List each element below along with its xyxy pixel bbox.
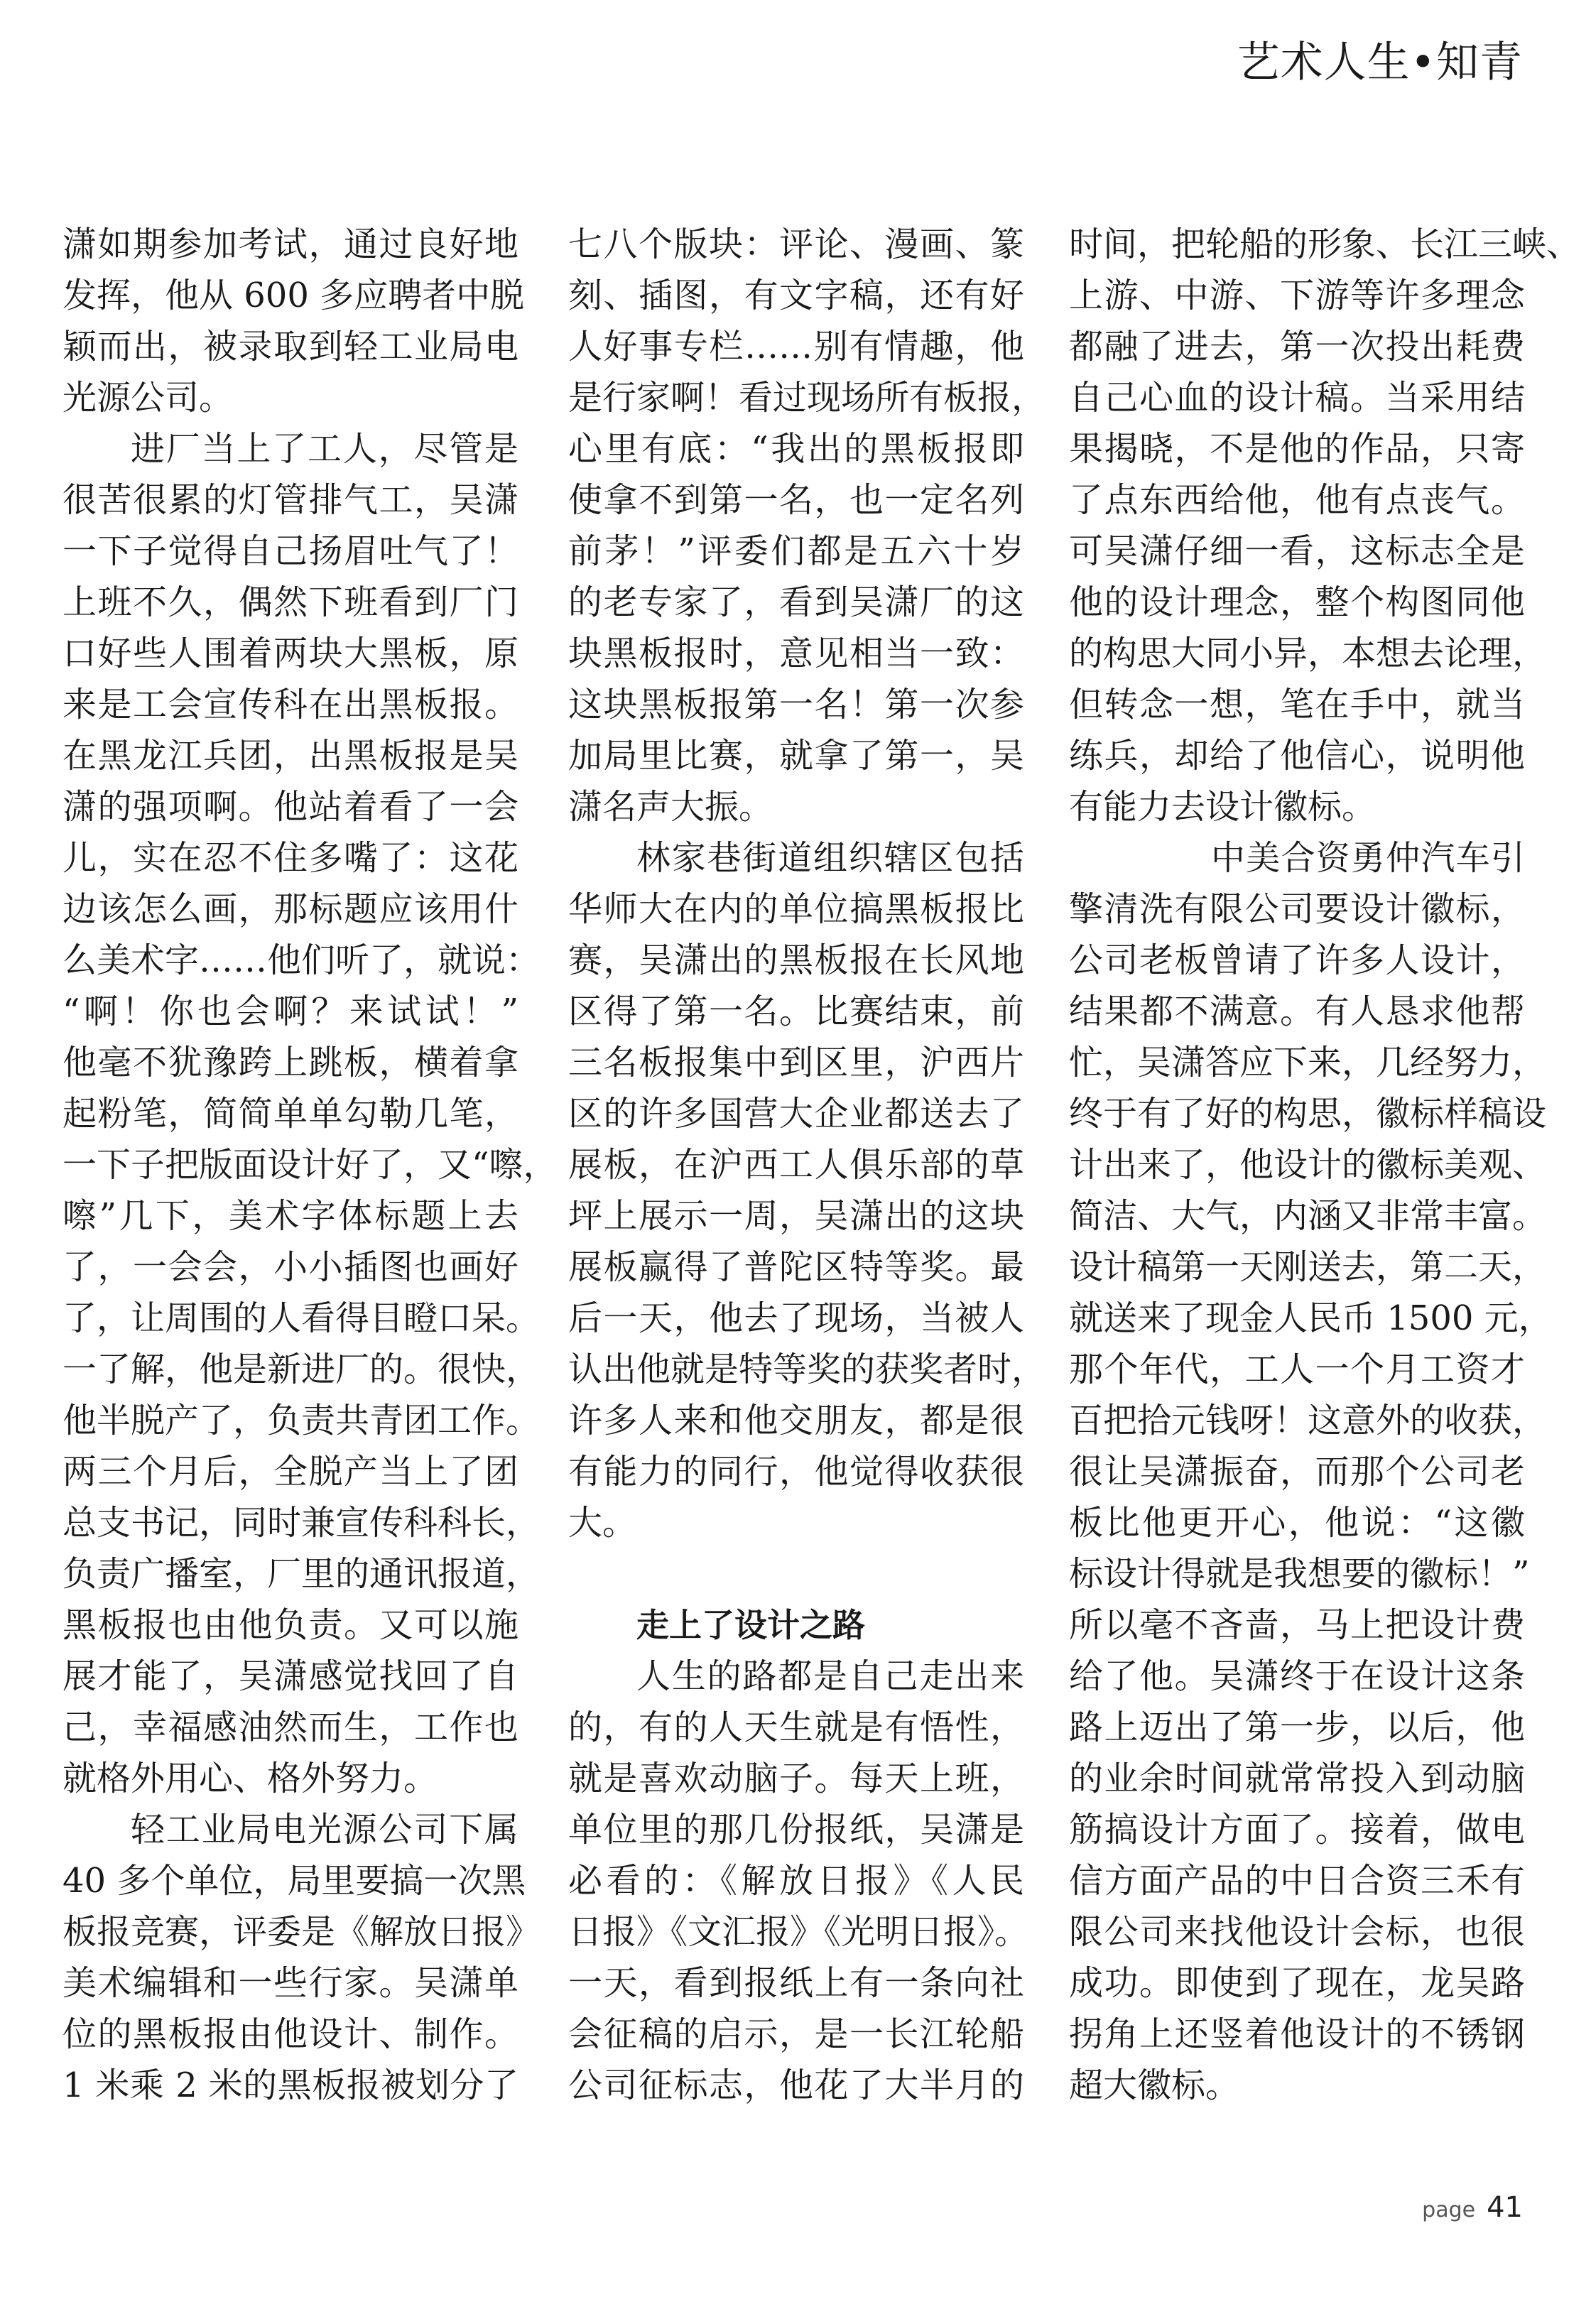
paragraph-line: 但转念一想，笔在手中，就当 <box>1069 685 1525 724</box>
paragraph-line: 负责广播室，厂里的通讯报道， <box>63 1554 541 1594</box>
paragraph-line: 这块黑板报第一名！第一次参 <box>568 685 1024 724</box>
paragraph-line: 么美术字……他们听了，就说： <box>63 940 541 980</box>
paragraph-line: 块黑板报时，意见相当一致： <box>568 634 1024 673</box>
paragraph-line: 中美合资勇仲汽车引 <box>1211 838 1525 878</box>
paragraph-line: 刻、插图，有文字稿，还有好 <box>568 276 1024 315</box>
paragraph-line: 给了他。吴潇终于在设计这条 <box>1069 1656 1525 1696</box>
paragraph-line: 有能力的同行，他觉得收获很 <box>568 1452 1024 1492</box>
paragraph-line: 潇名声大振。 <box>568 787 773 827</box>
paragraph-line: 三名板报集中到区里，沪西片 <box>568 1043 1024 1082</box>
paragraph-line: 许多人来和他交朋友，都是很 <box>568 1401 1024 1440</box>
paragraph-line: 心里有底：“我出的黑板报即 <box>568 429 1024 469</box>
paragraph-line: 都融了进去，第一次投出耗费 <box>1069 327 1525 366</box>
paragraph-line: 赛，吴潇出的黑板报在长风地 <box>568 940 1024 980</box>
paragraph-line: 展板赢得了普陀区特等奖。最 <box>568 1247 1024 1287</box>
page-label: page <box>1422 2198 1476 2222</box>
paragraph-line: 时间，把轮船的形象、长江三峡、 <box>1069 224 1581 264</box>
paragraph-line: 人生的路都是自己走出来 <box>636 1656 1024 1696</box>
paragraph-line: 上游、中游、下游等许多理念 <box>1069 276 1525 315</box>
paragraph-line: 嚓”几下，美术字体标题上去 <box>63 1196 518 1236</box>
paragraph-line: 颖而出，被录取到轻工业局电 <box>63 327 518 366</box>
paragraph-line: 信方面产品的中日合资三禾有 <box>1069 1861 1525 1901</box>
page-number: 41 <box>1487 2191 1523 2224</box>
paragraph-line: 前茅！”评委们都是五六十岁 <box>568 531 1024 571</box>
paragraph-line: 单位里的那几份报纸，吴潇是 <box>568 1810 1024 1850</box>
paragraph-line: 计出来了，他设计的徽标美观、 <box>1069 1145 1547 1185</box>
paragraph-line: 加局里比赛，就拿了第一，吴 <box>568 736 1024 776</box>
paragraph-line: 的，有的人天生就是有悟性， <box>568 1707 1024 1747</box>
paragraph-line: 位的黑板报由他设计、制作。 <box>63 2014 518 2054</box>
paragraph-line: 简洁、大气，内涵又非常丰富。 <box>1069 1196 1547 1236</box>
paragraph-line: 认出他就是特等奖的获奖者时， <box>568 1350 1046 1389</box>
paragraph-line: 发挥，他从 600 多应聘者中脱 <box>63 276 525 315</box>
paragraph-line: 日报》《文汇报》《光明日报》。 <box>568 1912 1029 1952</box>
paragraph-line: 会征稿的启示，是一长江轮船 <box>568 2014 1024 2054</box>
paragraph-line: 标设计得就是我想要的徽标！” <box>1069 1554 1530 1594</box>
paragraph-line: 展才能了，吴潇感觉找回了自 <box>63 1656 518 1696</box>
paragraph-line: 总支书记，同时兼宣传科科长， <box>63 1503 541 1543</box>
article-column-3 <box>1069 219 1581 2111</box>
paragraph-line: 是行家啊！看过现场所有板报， <box>568 378 1046 418</box>
paragraph-line: 进厂当上了工人，尽管是 <box>131 429 518 469</box>
paragraph-line: 终于有了好的构思，徽标样稿设 <box>1069 1094 1547 1134</box>
paragraph-line: 就格外用心、格外努力。 <box>63 1759 438 1798</box>
paragraph-line: 板报竞赛，评委是《解放日报》 <box>63 1912 541 1952</box>
paragraph-line: 很苦很累的灯管排气工，吴潇 <box>63 480 518 520</box>
paragraph-line: 了，一会会，小小插图也画好 <box>63 1247 518 1287</box>
paragraph-line: 一了解，他是新进厂的。很快， <box>63 1350 541 1389</box>
paragraph-line: 就送来了现金人民币 1500 元， <box>1069 1298 1553 1338</box>
paragraph-line: 自己心血的设计稿。当采用结 <box>1069 378 1525 418</box>
paragraph-line: 超大徽标。 <box>1069 2065 1240 2105</box>
paragraph-line: 潇的强项啊。他站着看了一会 <box>63 787 518 827</box>
article-column-2 <box>568 219 1046 2111</box>
paragraph-line: 了，让周围的人看得目瞪口呆。 <box>63 1298 541 1338</box>
paragraph-line: 的业余时间就常常投入到动脑 <box>1069 1759 1525 1798</box>
paragraph-line: 百把拾元钱呀！这意外的收获， <box>1069 1401 1547 1440</box>
paragraph-line: 起粉笔，简简单单勾勒几笔， <box>63 1094 518 1134</box>
paragraph-line: 区得了第一名。比赛结束，前 <box>568 992 1024 1031</box>
paragraph-line: 公司老板曾请了许多人设计， <box>1069 940 1525 980</box>
paragraph-line: 必看的：《解放日报》《人民 <box>568 1861 1024 1901</box>
section-header: 艺术人生•知青 <box>1237 38 1523 87</box>
paragraph-line: 林家巷街道组织辖区包括 <box>636 838 1024 878</box>
paragraph-line: 的老专家了，看到吴潇厂的这 <box>568 582 1024 622</box>
paragraph-line: 那个年代，工人一个月工资才 <box>1069 1350 1525 1389</box>
paragraph-line: 来是工会宣传科在出黑板报。 <box>63 685 518 724</box>
paragraph-line: 40 多个单位，局里要搞一次黑 <box>63 1861 526 1901</box>
paragraph-line: 轻工业局电光源公司下属 <box>131 1810 518 1850</box>
paragraph-line: 口好些人围着两块大黑板，原 <box>63 634 518 673</box>
paragraph-line: 黑板报也由他负责。又可以施 <box>63 1605 518 1645</box>
section-heading: 走上了设计之路 <box>636 1606 865 1644</box>
paragraph-line: 很让吴潇振奋，而那个公司老 <box>1069 1452 1525 1492</box>
paragraph-line: 华师大在内的单位搞黑板报比 <box>568 889 1024 929</box>
paragraph-line: 己，幸福感油然而生，工作也 <box>63 1707 518 1747</box>
paragraph-line: 的构思大同小异，本想去论理， <box>1069 634 1547 673</box>
paragraph-line: 后一天，他去了现场，当被人 <box>568 1298 1024 1338</box>
paragraph-line: 筋搞设计方面了。接着，做电 <box>1069 1810 1525 1850</box>
paragraph-line: 大。 <box>568 1503 637 1543</box>
paragraph-line: 就是喜欢动脑子。每天上班， <box>568 1759 1024 1798</box>
paragraph-line: 板比他更开心，他说：“这徽 <box>1069 1503 1525 1543</box>
paragraph-line: 边该怎么画，那标题应该用什 <box>63 889 518 929</box>
paragraph-line: 在黑龙江兵团，出黑板报是吴 <box>63 736 518 776</box>
paragraph-line: 果揭晓，不是他的作品，只寄 <box>1069 429 1525 469</box>
paragraph-line: 设计稿第一天刚送去，第二天， <box>1069 1247 1547 1287</box>
paragraph-line: 所以毫不吝啬，马上把设计费 <box>1069 1605 1525 1645</box>
article-column-1 <box>63 219 558 2111</box>
paragraph-line: 使拿不到第一名，也一定名列 <box>568 480 1024 520</box>
paragraph-line: 区的许多国营大企业都送去了 <box>568 1094 1024 1134</box>
paragraph-line: 人好事专栏……别有情趣，他 <box>568 327 1024 366</box>
paragraph-line: 上班不久，偶然下班看到厂门 <box>63 582 518 622</box>
paragraph-line: 路上迈出了第一步，以后，他 <box>1069 1707 1525 1747</box>
paragraph-line: 坪上展示一周，吴潇出的这块 <box>568 1196 1024 1236</box>
paragraph-line: 拐角上还竖着他设计的不锈钢 <box>1069 2014 1525 2054</box>
paragraph-line: 练兵，却给了他信心，说明他 <box>1069 736 1525 776</box>
paragraph-line: 一天，看到报纸上有一条向社 <box>568 1963 1024 2003</box>
paragraph-line: 忙，吴潇答应下来，几经努力， <box>1069 1043 1547 1082</box>
paragraph-line: 限公司来找他设计会标，也很 <box>1069 1912 1525 1952</box>
paragraph-line: 一下子觉得自己扬眉吐气了！ <box>63 531 518 571</box>
paragraph-line: 成功。即使到了现在，龙吴路 <box>1069 1963 1525 2003</box>
paragraph-line: 公司征标志，他花了大半月的 <box>568 2065 1024 2105</box>
paragraph-line: 儿，实在忍不住多嘴了：这花 <box>63 838 518 878</box>
paragraph-line: 两三个月后，全脱产当上了团 <box>63 1452 518 1492</box>
paragraph-line: 光源公司。 <box>63 378 234 418</box>
paragraph-line: 1 米乘 2 米的黑板报被划分了 <box>63 2065 518 2105</box>
paragraph-line: 七八个版块：评论、漫画、篆 <box>568 224 1024 264</box>
paragraph-line: “啊！你也会啊？来试试！” <box>63 992 518 1031</box>
paragraph-line: 结果都不满意。有人恳求他帮 <box>1069 992 1525 1031</box>
paragraph-line: 了点东西给他，他有点丧气。 <box>1069 480 1525 520</box>
paragraph-line: 潇如期参加考试，通过良好地 <box>63 224 518 264</box>
paragraph-line: 一下子把版面设计好了，又“嚓， <box>63 1145 558 1185</box>
paragraph-line: 擎清洗有限公司要设计徽标， <box>1069 889 1525 929</box>
paragraph-line: 有能力去设计徽标。 <box>1069 787 1376 827</box>
paragraph-line: 可吴潇仔细一看，这标志全是 <box>1069 531 1525 571</box>
paragraph-line: 展板，在沪西工人俱乐部的草 <box>568 1145 1024 1185</box>
paragraph-line: 他半脱产了，负责共青团工作。 <box>63 1401 541 1440</box>
paragraph-line: 他毫不犹豫跨上跳板，横着拿 <box>63 1043 518 1082</box>
paragraph-line: 他的设计理念，整个构图同他 <box>1069 582 1525 622</box>
page-footer <box>1422 2186 1523 2235</box>
paragraph-line: 美术编辑和一些行家。吴潇单 <box>63 1963 518 2003</box>
